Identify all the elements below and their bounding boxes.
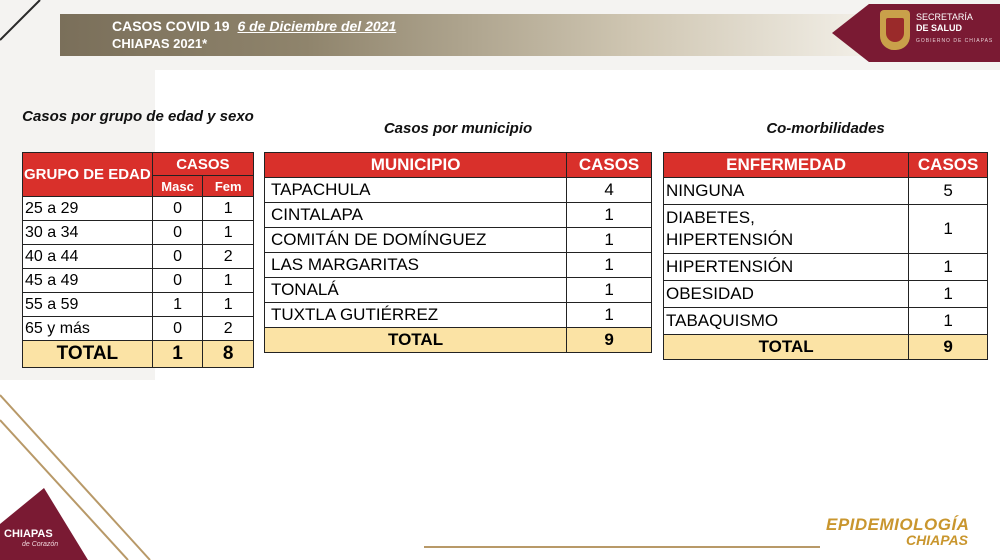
cases-cell: 1 xyxy=(909,281,988,308)
table-row xyxy=(664,178,988,205)
cases-header: CASOS xyxy=(152,153,253,176)
fem-cell: 1 xyxy=(203,269,254,293)
table-row xyxy=(23,293,254,317)
total-row xyxy=(265,328,652,353)
municipality-table xyxy=(264,152,652,353)
disease-cell xyxy=(664,205,909,254)
total-masc: 1 xyxy=(152,341,203,368)
logo-line2: DE SALUD xyxy=(916,23,963,33)
com-table-header-row xyxy=(664,153,988,178)
fem-header: Fem xyxy=(203,176,254,197)
header-subtitle: CHIAPAS 2021* xyxy=(112,36,208,51)
age-group-header: GRUPO DE EDAD xyxy=(23,153,153,197)
table-row xyxy=(265,228,652,253)
fem-cell: 1 xyxy=(203,197,254,221)
header-title xyxy=(112,18,396,35)
table-row xyxy=(265,278,652,303)
disease-line1: DIABETES, xyxy=(666,208,755,227)
epidemiology-sublabel: CHIAPAS xyxy=(906,532,968,548)
age-group-cell: 65 y más xyxy=(23,317,153,341)
brand-subtext: de Corazón xyxy=(22,541,59,548)
logo-text xyxy=(916,12,996,47)
age-group-cell: 40 a 44 xyxy=(23,245,153,269)
masc-header: Masc xyxy=(152,176,203,197)
masc-cell: 0 xyxy=(152,269,203,293)
cases-cell: 1 xyxy=(909,205,988,254)
municipality-section-title: Casos por municipio xyxy=(383,120,533,137)
logo-line1: SECRETARÍA xyxy=(916,12,973,22)
disease-line2: HIPERTENSIÓN xyxy=(666,230,794,249)
age-group-cell: 55 a 59 xyxy=(23,293,153,317)
footer-divider xyxy=(424,546,820,548)
cases-cell: 1 xyxy=(567,303,652,328)
masc-cell: 0 xyxy=(152,317,203,341)
table-row xyxy=(23,245,254,269)
table-row xyxy=(265,178,652,203)
brand-text: CHIAPAS xyxy=(4,528,53,540)
cases-cell: 1 xyxy=(567,228,652,253)
age-section-title: Casos por grupo de edad y sexo xyxy=(22,108,254,125)
masc-cell: 1 xyxy=(152,293,203,317)
table-row xyxy=(23,317,254,341)
cases-header: CASOS xyxy=(567,153,652,178)
cases-cell: 4 xyxy=(567,178,652,203)
cases-cell: 1 xyxy=(567,203,652,228)
cases-cell: 1 xyxy=(567,253,652,278)
masc-cell: 0 xyxy=(152,245,203,269)
municipality-cell: TUXTLA GUTIÉRREZ xyxy=(265,303,567,328)
coat-of-arms-icon xyxy=(880,10,910,50)
comorbidity-table xyxy=(663,152,988,360)
fem-cell: 2 xyxy=(203,317,254,341)
cases-header: CASOS xyxy=(909,153,988,178)
table-row xyxy=(664,205,988,254)
age-group-cell: 25 a 29 xyxy=(23,197,153,221)
disease-cell: TABAQUISMO xyxy=(664,308,909,335)
age-table-header-row xyxy=(23,153,254,176)
table-row xyxy=(265,303,652,328)
cases-cell: 1 xyxy=(909,254,988,281)
table-row xyxy=(664,308,988,335)
disease-cell: NINGUNA xyxy=(664,178,909,205)
epidemiology-label: EPIDEMIOLOGÍA xyxy=(826,515,970,534)
fem-cell: 2 xyxy=(203,245,254,269)
cases-cell: 1 xyxy=(567,278,652,303)
header-title-text: CASOS COVID 19 xyxy=(112,18,230,34)
table-row xyxy=(664,281,988,308)
total-label: TOTAL xyxy=(23,341,153,368)
table-row xyxy=(23,269,254,293)
disease-cell: OBESIDAD xyxy=(664,281,909,308)
disease-header: ENFERMEDAD xyxy=(664,153,909,178)
table-row xyxy=(664,254,988,281)
masc-cell: 0 xyxy=(152,221,203,245)
municipality-cell: TONALÁ xyxy=(265,278,567,303)
mun-table-header-row xyxy=(265,153,652,178)
municipality-cell: CINTALAPA xyxy=(265,203,567,228)
fem-cell: 1 xyxy=(203,293,254,317)
table-row xyxy=(23,197,254,221)
total-value: 9 xyxy=(567,328,652,353)
municipality-cell: COMITÁN DE DOMÍNGUEZ xyxy=(265,228,567,253)
total-fem: 8 xyxy=(203,341,254,368)
table-row xyxy=(23,221,254,245)
table-row xyxy=(265,253,652,278)
age-sex-table xyxy=(22,152,254,368)
cases-cell: 1 xyxy=(909,308,988,335)
total-row xyxy=(23,341,254,368)
municipality-header: MUNICIPIO xyxy=(265,153,567,178)
fem-cell: 1 xyxy=(203,221,254,245)
logo-line3: GOBIERNO DE CHIAPAS xyxy=(916,38,994,44)
age-group-cell: 30 a 34 xyxy=(23,221,153,245)
comorbidity-section-title: Co-morbilidades xyxy=(766,120,885,137)
municipality-cell: LAS MARGARITAS xyxy=(265,253,567,278)
masc-cell: 0 xyxy=(152,197,203,221)
total-label: TOTAL xyxy=(265,328,567,353)
table-row xyxy=(265,203,652,228)
header-date: 6 de Diciembre del 2021 xyxy=(237,18,397,34)
total-label: TOTAL xyxy=(664,335,909,360)
municipality-cell: TAPACHULA xyxy=(265,178,567,203)
total-value: 9 xyxy=(909,335,988,360)
cases-cell: 5 xyxy=(909,178,988,205)
disease-cell: HIPERTENSIÓN xyxy=(664,254,909,281)
age-group-cell: 45 a 49 xyxy=(23,269,153,293)
total-row xyxy=(664,335,988,360)
